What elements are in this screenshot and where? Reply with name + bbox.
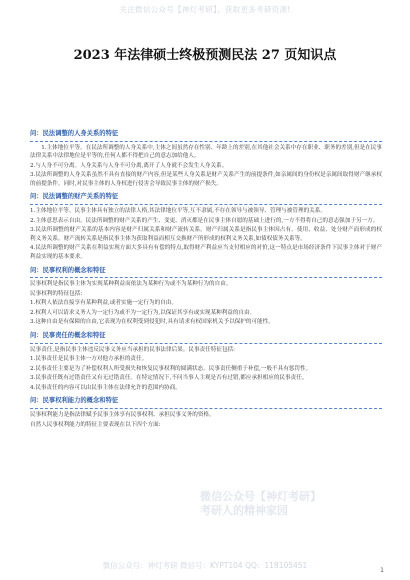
page-title: 2023 年法律硕士终极预测民法 27 页知识点: [73, 48, 337, 63]
center-watermark-line: 考研人的精神家园: [200, 504, 288, 517]
bottom-watermark: 微信公众号：神灯考研 微信号：KYPT104 QQ：118105451: [102, 561, 308, 570]
paragraph: 民事权利能力是指法律赋予民事主体享有民事权利、承担民事义务的资格。: [30, 411, 215, 418]
paragraph: 1.主体地位平等。在民法所调整的人身关系中,主体之间虽然存在性别、年龄上的差别,在其他社会关系中存在职业、职务的差别,但是在民事法律关系中法律地位是平等的,任何人都不得把自己的意志加给他人。: [30, 144, 382, 160]
paragraph: 3.民事责任既有过错责任又有无过错责任。在特定情况下,不问当事人主观是否有过错,都应承担相应的民事责任。: [30, 375, 308, 382]
center-watermark: [200, 490, 400, 518]
paragraph: 4.民法所调整的财产关系在利益实现方面大多具有有偿的特点,取得财产利益应当支付相应的对价,这一特点是市场经济条件下民事主体对于财产利益实现的基本要求。: [30, 245, 382, 260]
paragraph: 2.民事责任主要是为了补偿权利人所受损失和恢复民事权利的圆满状态。民事责任侧重于补偿,一般不具有惩罚性。: [30, 365, 312, 372]
section-heading: 问：民事责任的概念和特征: [30, 332, 106, 339]
section-heading: 问：民事权利的概念和特征: [30, 266, 106, 274]
section-personal-relations: [30, 130, 382, 188]
section-divider: [30, 343, 382, 344]
section-heading: 问：民法调整的人身关系的特征: [30, 130, 119, 137]
paragraph: 1.民事责任是民事主体一方对他方承担的责任。: [30, 356, 148, 363]
section-heading: 问：民法调整的财产关系的特征: [30, 193, 119, 201]
paragraph: 3.民法所调整的人身关系虽然不具有直接的财产内容,但是某些人身关系是财产关系产生的前提条件,如亲属间的身份权是亲属间取得财产继承权的前提条件。同时,对民事主体的人身权进行侵害会导致民事主体的财产损失。: [30, 172, 382, 187]
section-property-relations: [30, 193, 382, 261]
paragraph: 民事权利是指民事主体为实现某种利益而依法为某种行为或不为某种行为的自由。: [30, 281, 232, 288]
section-heading: 问：民事权利能力的概念和特征: [30, 397, 119, 405]
paragraph: 民事责任,是指民事主体违反民事义务应当承担的民事法律后果。民事责任特征包括:: [30, 346, 236, 353]
paragraph: 3.这种自由是有保障的自由,它表现为在权利受到侵犯时,具有请求有权国家机关予以保护的可能性。: [30, 319, 274, 326]
paragraph: 民事权利的特征包括:: [30, 290, 83, 297]
section-capacity: [30, 397, 382, 429]
paragraph: 自然人民事权利能力的特征主要表现在以下四个方面:: [30, 421, 161, 428]
center-watermark-line: 微信公众号【神灯考研】: [200, 490, 321, 503]
paragraph: 2.主体意思表示自由。民法所调整的财产关系的产生、变更、消灭都是在民事主体自愿的基础上进行的,一方不得将自己的意志强加于另一方。: [30, 217, 379, 224]
paragraph: 2.与人身不可分离。人身关系与人身不可分离,离开了人身就不会发生人身关系。: [30, 162, 228, 169]
section-divider: [30, 408, 382, 409]
top-watermark: 关注微信公众号【神灯考研】，获取更多考研资源!: [119, 5, 291, 14]
section-divider: [30, 204, 382, 205]
paragraph: 4.民事责任的内容可以由民事主体在法律允许的范围内协商。: [30, 384, 181, 391]
paragraph: 1.主体地位平等。民事主体具有独立的法律人格,其法律地位平等,互不隶属,不存在领导与被领导、管理与被管理的关系。: [30, 207, 326, 214]
paragraph: 3.民法所调整的财产关系的基本内容是财产归属关系和财产流转关系。财产归属关系是指民事主体因占有、使用、收益、处分财产而形成的权利义务关系。财产流转关系是指民事主体为获取利益而相互交换财产所形成的权利义务关系,如债权债务关系等。: [30, 227, 382, 242]
section-divider: [30, 277, 382, 278]
section-civil-liability: [30, 332, 382, 392]
section-divider: [30, 141, 382, 142]
paragraph: 1.权利人依法直接享有某种利益,或者实施一定行为的自由。: [30, 300, 177, 307]
paragraph: 2.权利人可以请求义务人为一定行为或不为一定行为,以保证其享有或实现某种利益的自由。: [30, 309, 256, 316]
page-number: 1: [380, 567, 384, 574]
section-civil-rights: [30, 267, 382, 327]
content-body: [30, 130, 382, 434]
